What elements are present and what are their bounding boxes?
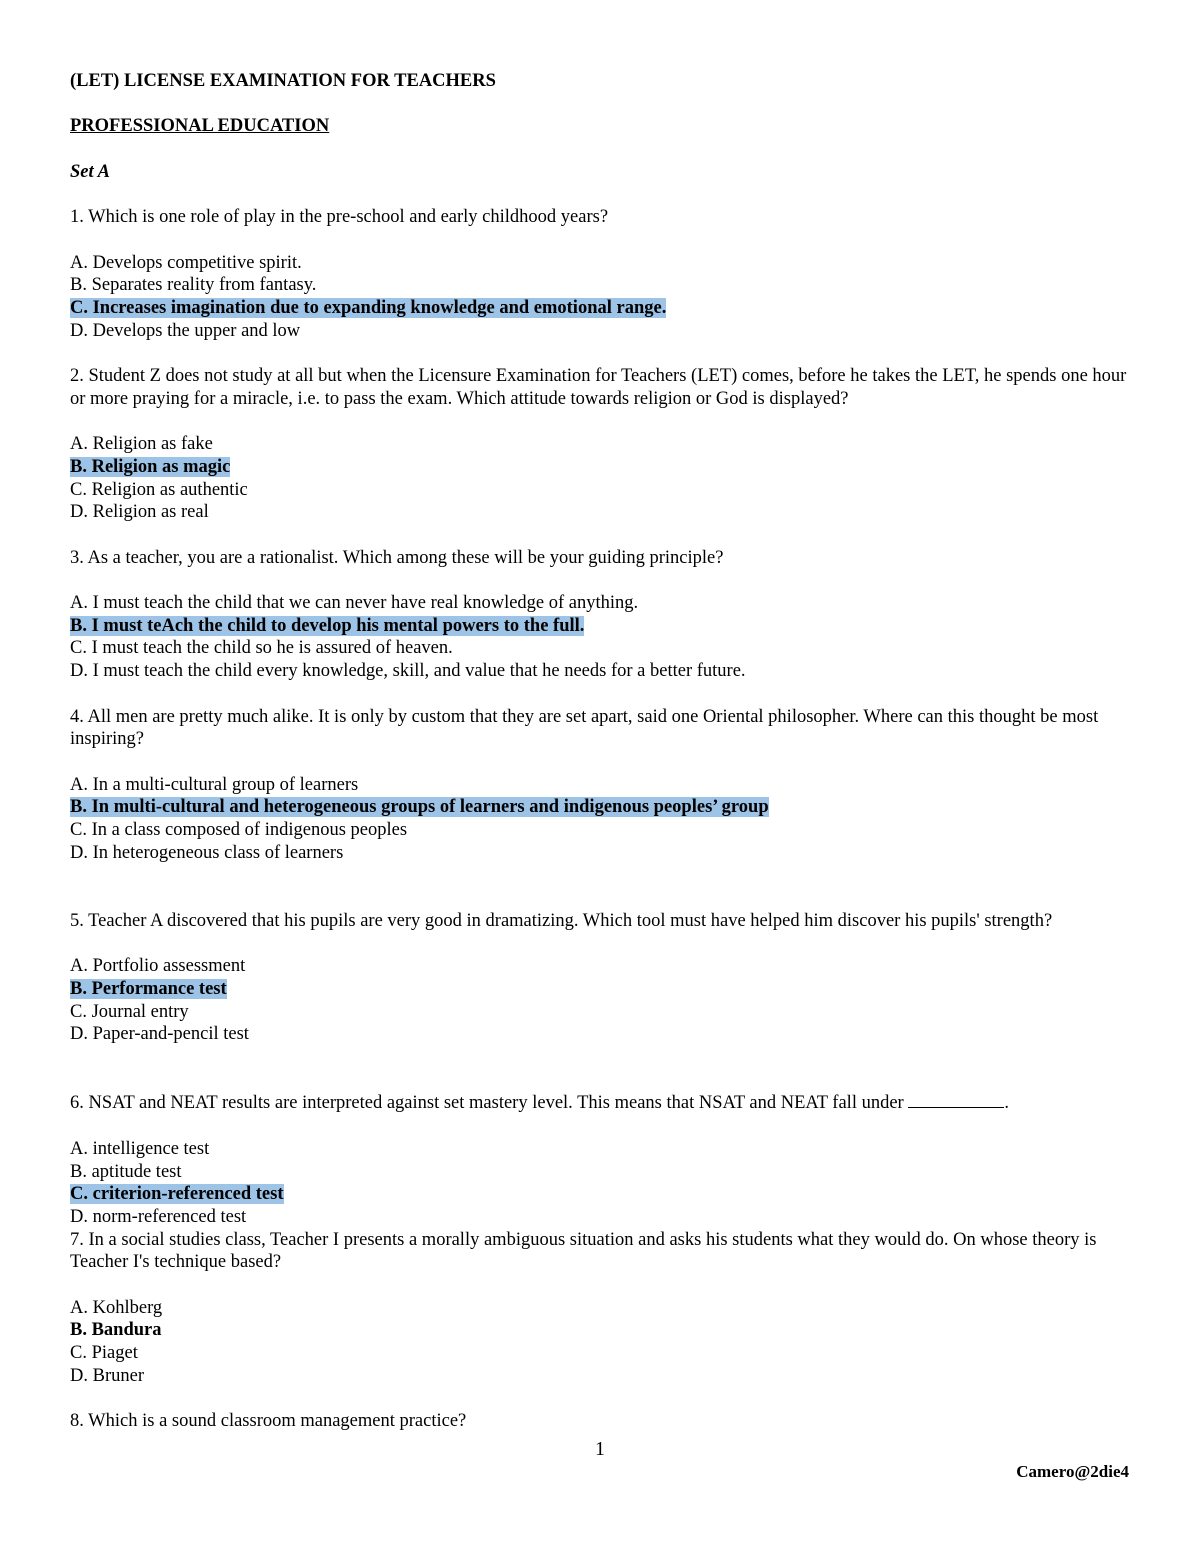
q7-option-d: D. Bruner [70, 1365, 144, 1386]
question-8: 8. Which is a sound classroom management practice? [70, 1411, 467, 1432]
q6-option-b: B. aptitude test [70, 1161, 182, 1182]
question-2: 2. Student Z does not study at all but when the Licensure Examination for Teachers (LET) comes, before he takes the LET, he spends one hour or more praying for a miracle, i.e. to pass the exam. Which attitude towards religion or God is displayed? [70, 366, 1127, 409]
q1-option-d: D. Develops the upper and low [70, 320, 301, 341]
footer-author: Camero@2die4 [1016, 1462, 1129, 1481]
q3-option-d: D. I must teach the child every knowledge, skill, and value that he needs for a better future. [70, 661, 746, 682]
q5-option-d: D. Paper-and-pencil test [70, 1024, 249, 1045]
q1-option-b: B. Separates reality from fantasy. [70, 275, 317, 296]
question-6 [70, 1091, 1130, 1115]
q3-answer-option-b: B. I must teAch the child to develop his mental powers to the full. [70, 615, 585, 636]
q3-option-c: C. I must teach the child so he is assured of heaven. [70, 638, 453, 659]
q6-answer-option-c: C. criterion-referenced test [70, 1184, 284, 1205]
question-5: 5. Teacher A discovered that his pupils are very good in dramatizing. Which tool must have helped him discover his pupils' strength? [70, 910, 1053, 931]
q2-option-d: D. Religion as real [70, 502, 209, 523]
q6-option-d: D. norm-referenced test [70, 1206, 247, 1227]
q5-option-a: A. Portfolio assessment [70, 956, 246, 977]
q4-answer-option-b: B. In multi-cultural and heterogeneous groups of learners and indigenous peoples’ group [70, 797, 769, 818]
document-title: (LET) LICENSE EXAMINATION FOR TEACHERS [70, 71, 496, 91]
answer-blank [908, 1091, 1004, 1108]
q7-option-c: C. Piaget [70, 1343, 138, 1364]
q4-option-d: D. In heterogeneous class of learners [70, 842, 344, 863]
q5-option-c: C. Journal entry [70, 1001, 189, 1022]
q3-option-a: A. I must teach the child that we can never have real knowledge of anything. [70, 593, 639, 614]
q5-answer-option-b: B. Performance test [70, 978, 227, 999]
question-6-end: . [1004, 1093, 1009, 1114]
q4-option-c: C. In a class composed of indigenous peoples [70, 820, 408, 841]
question-7: 7. In a social studies class, Teacher I presents a morally ambiguous situation and asks his students what they would do. On whose theory is Teacher I's technique based? [70, 1229, 1097, 1273]
page-number: 1 [595, 1438, 605, 1460]
q2-option-c: C. Religion as authentic [70, 479, 248, 500]
document-page [70, 70, 1130, 1433]
section-heading: PROFESSIONAL EDUCATION [70, 116, 330, 137]
q7-answer-option-b: B. Bandura [70, 1320, 162, 1341]
question-1: 1. Which is one role of play in the pre-school and early childhood years? [70, 207, 609, 228]
q4-option-a: A. In a multi-cultural group of learners [70, 774, 359, 795]
q2-option-a: A. Religion as fake [70, 434, 213, 455]
q1-option-a: A. Develops competitive spirit. [70, 252, 302, 273]
q2-answer-option-b: B. Religion as magic [70, 456, 231, 477]
q1-answer-option-c: C. Increases imagination due to expanding knowledge and emotional range. [70, 297, 667, 318]
question-6-text: 6. NSAT and NEAT results are interpreted against set mastery level. This means that NSAT and NEAT fall under [70, 1093, 904, 1114]
question-3: 3. As a teacher, you are a rationalist. Which among these will be your guiding principle? [70, 547, 724, 568]
q6-option-a: A. intelligence test [70, 1138, 210, 1159]
set-label: Set A [70, 161, 110, 182]
question-4: 4. All men are pretty much alike. It is only by custom that they are set apart, said one Oriental philosopher. Where can this thought be most inspiring? [70, 706, 1099, 750]
q7-option-a: A. Kohlberg [70, 1297, 163, 1318]
